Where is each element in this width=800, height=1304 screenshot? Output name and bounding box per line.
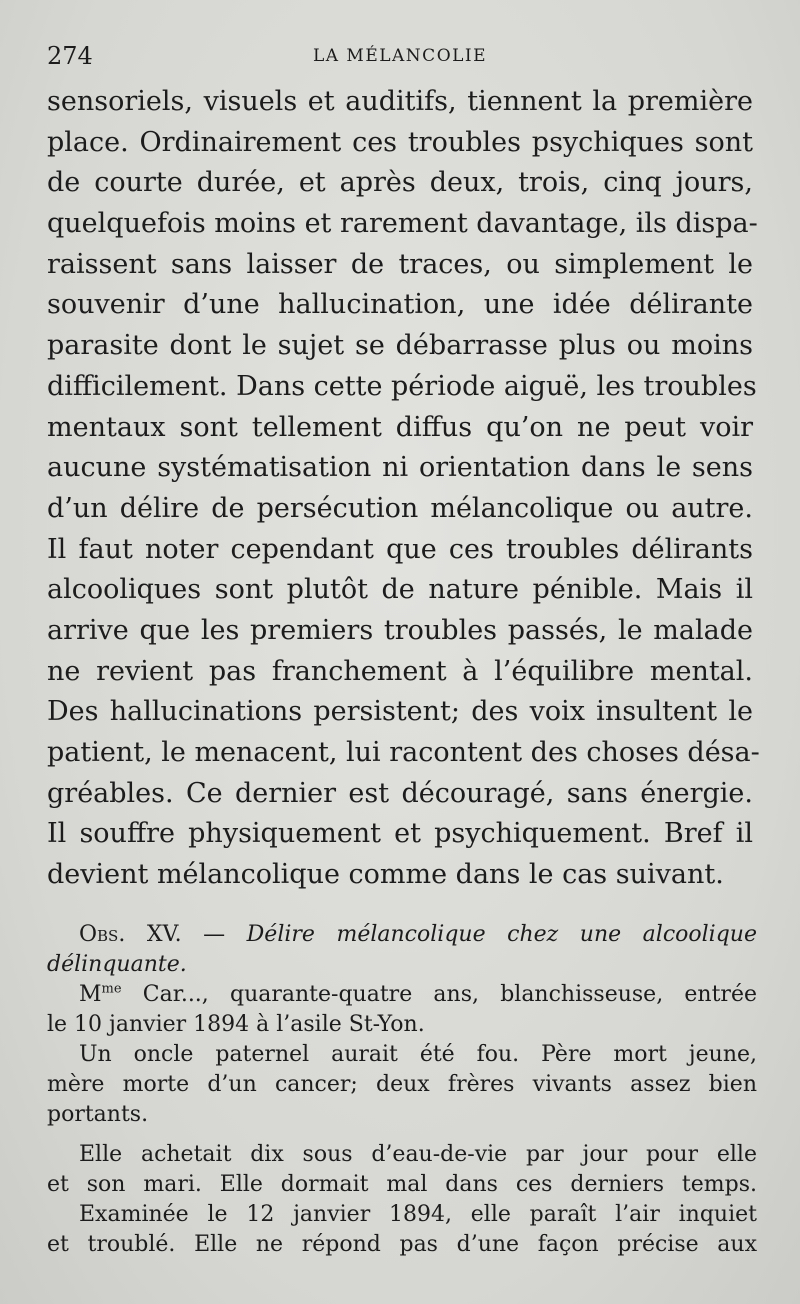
text-line: de courte durée, et après deux, trois, cinq jours, [47,167,753,199]
text-line: patient, le menacent, lui racontent des choses désa- [47,737,760,768]
text-line: alcooliques sont plutôt de nature pénible. Mais il [47,574,753,606]
text-line: et troublé. Elle ne répond pas d’une façon précise aux [47,1232,757,1257]
text-line: Il souffre physiquement et psychiquement. Bref il [47,818,753,850]
text-line: aucune systématisation ni orientation dans le sens [47,452,753,484]
patient-prefix-sup: me [101,981,122,997]
observation-dash: — [203,922,226,947]
observation-heading [47,920,757,950]
text-line: portants. [47,1102,149,1127]
text-line: sensoriels, visuels et auditifs, tiennent la première [47,86,753,117]
text-line: ne revient pas franchement à l’équilibre mental. [47,655,753,687]
text-line: et son mari. Elle dormait mal dans ces derniers temps. [47,1172,757,1197]
patient-prefix: M [79,982,102,1007]
running-head: LA MÉLANCOLIE [312,46,488,66]
text-line: Un oncle paternel aurait été fou. Père mort jeune, [79,1042,757,1067]
text-line: Examinée le 12 janvier 1894, elle paraît l’air inquiet [79,1202,757,1227]
text-line: arrive que les premiers troubles passés, le malade [47,614,753,646]
text-line: raissent sans laisser de traces, ou simplement le [47,248,753,280]
text-line: Car..., quarante-quatre ans, blanchisseuse, entrée [121,982,757,1007]
body-text [47,82,760,896]
text-line: place. Ordinairement ces troubles psychiques sont [47,126,753,158]
text-line: Il faut noter cependant que ces troubles délirants [47,533,753,565]
text-line: mentaux sont tellement diffus qu’on ne peut voir [47,411,753,443]
text-line: le 10 janvier 1894 à l’asile St-Yon. [47,1012,425,1037]
text-line: gréables. Ce dernier est découragé, sans énergie. [47,777,753,809]
text-line: Elle achetait dix sous d’eau-de-vie par jour pour elle [79,1142,757,1167]
text-line: parasite dont le sujet se débarrasse plus ou moins [47,330,753,362]
page-header [47,42,753,72]
text-line: Des hallucinations persistent; des voix insultent le [47,696,753,728]
text-line: quelquefois moins et rarement davantage, ils dispa- [47,208,758,240]
text-line: mère morte d’un cancer; deux frères vivants assez bien [47,1072,757,1097]
text-line: difficilement. Dans cette période aiguë, les troubles [47,370,757,402]
observation-title: Délire mélancolique chez une alcoolique [246,922,757,947]
observation-paragraph [47,980,757,1010]
observation-label: Obs. XV. [79,922,182,947]
page-number: 274 [47,42,93,70]
text-line: souvenir d’une hallucination, une idée délirante [47,289,753,321]
observation-section [47,920,757,1260]
text-line: d’un délire de persécution mélancolique ou autre. [47,492,753,524]
text-line: devient mélancolique comme dans le cas suivant. [47,859,724,891]
observation-title-continued: délinquante. [47,952,187,977]
